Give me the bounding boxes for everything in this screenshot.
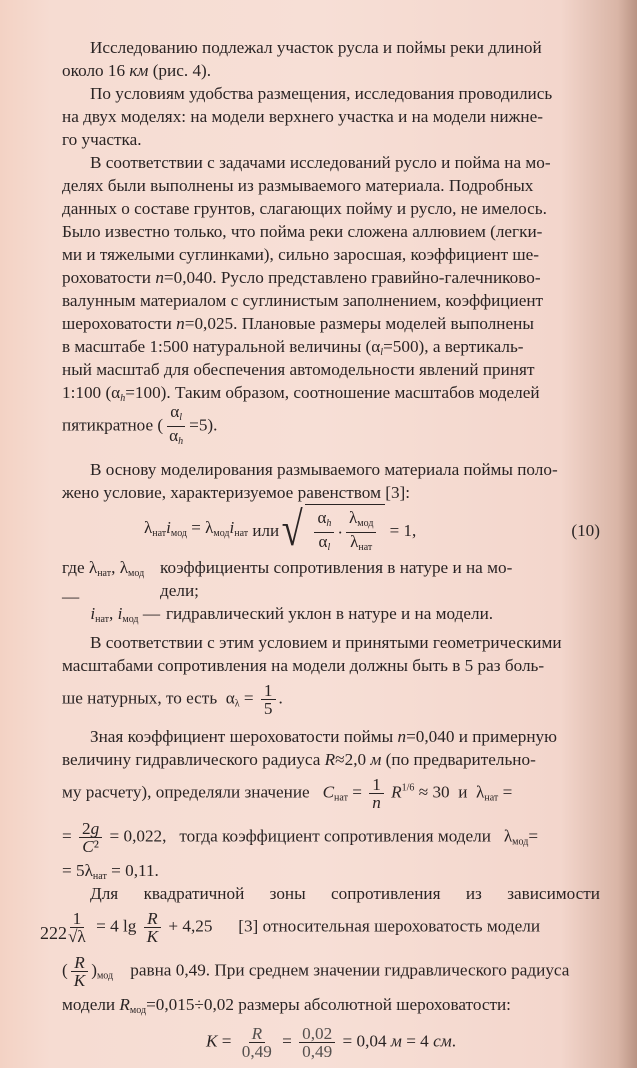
p1-line-2: около 16 км (рис. 4). bbox=[62, 61, 212, 80]
equation-10: $\lambda_{нат}i_{мод} = \lambda_{мод}i_{нат}$ или √ $\frac{\alpha_h}{\alpha_l}$ · $\frac{\lambda_{мод}}{\lambda_{нат}}$ = 1, (10) bbox=[144, 503, 600, 556]
scale-ratio-fraction: $\frac{\alpha_l}{\alpha_h}$ bbox=[169, 401, 184, 447]
p2-line-2: на двух моделях: на модели верхнего участка и на модели нижне- bbox=[62, 107, 543, 126]
p3-line-11: 1:100 $(\alpha_h=100)$. Таким образом, соотношение масштабов моделей bbox=[62, 383, 540, 404]
p5-line-3: ше натурных, то есть $\alpha_\lambda$ = $\frac{1}{5}$ . bbox=[62, 680, 283, 718]
p3-line-1: В соответствии с задачами исследований русло и пойма на мо- bbox=[90, 153, 551, 172]
p4-line-1: В основу моделирования размываемого материала поймы поло- bbox=[90, 460, 558, 479]
p3-line-10: ный масштаб для обеспечения автомодельности явлений принят bbox=[62, 360, 535, 379]
p7-line-4: модели $R_{мод}=0,015\div 0,02$ размеры абсолютной шероховатости: bbox=[62, 995, 511, 1016]
p3-line-9: в масштабе 1:500 натуральной величины $(\alpha_l=500)$, а вертикаль- bbox=[62, 337, 524, 358]
definition-slope: $i_{нат}$, $i_{мод}$ — гидравлический уклон в натуре и на модели. bbox=[90, 604, 494, 625]
p3-line-2: делях были выполнены из размываемого материала. Подробных bbox=[62, 176, 534, 195]
p7-line-3: ( $\frac{R}{K}$ )$_{мод}$ равна 0,49. При среднем значении гидравлического радиуса bbox=[62, 952, 570, 990]
p6-line-5: = $5\lambda_{нат} = 0,11$. bbox=[62, 861, 159, 882]
p3-line-12: пятикратное ( $\frac{\alpha_l}{\alpha_h}$ =5). bbox=[62, 404, 600, 448]
equation-k: K = $\frac{R}{0,49}$ = $\frac{0,02}{0,49}$ = 0,04 м = 4 см. bbox=[206, 1023, 456, 1061]
p3-line-6: роховатости n=0,040. Русло представлено гравийно-галечниково- bbox=[62, 268, 541, 287]
p6-line-2: величину гидравлического радиуса R≈2,0 м (по предварительно- bbox=[62, 750, 536, 769]
p1-line-1: Исследованию подлежал участок русла и поймы реки длиной bbox=[90, 38, 542, 57]
p5-line-1: В соответствии с этим условием и принятыми геометрическими bbox=[90, 633, 562, 652]
p7-line-1: Для квадратичной зоны сопротивления из зависимости bbox=[90, 884, 600, 903]
p3-line-5: ми и тяжелыми суглинками), сильно заросшая, коэффициент ше- bbox=[62, 245, 539, 264]
p2-line-3: го участка. bbox=[62, 130, 142, 149]
p6-line-4: = $\frac{2g}{\text{C²}}$ = 0,022, тогда коэффициент сопротивления модели $\lambda_{мод}=$ bbox=[62, 818, 539, 856]
p4-line-2: жено условие, характеризуемое равенством [3]: bbox=[62, 483, 411, 502]
p3-line-7: валунным материалом с суглинистым заполнением, коэффициент bbox=[62, 291, 544, 310]
page-body bbox=[62, 36, 600, 1068]
p6-line-3: му расчету), определяли значение $C_{нат}$ = $\frac{1}{n}$ $R^{1/6} \approx 30$ и $\lambda_{нат}$ = bbox=[62, 774, 513, 812]
p7-line-2: $\frac{1}{√\lambda}$ = 4 lg $\frac{R}{K}$ + 4,25 [3] относительная шероховатость модели bbox=[68, 908, 541, 946]
equation-number: (10) bbox=[571, 520, 600, 540]
definition-lambda-cont: дели; bbox=[160, 581, 199, 600]
p5-line-2: масштабами сопротивления на модели должны быть в 5 раз боль- bbox=[62, 656, 545, 675]
p3-line-4: Было известно только, что пойма реки сложена аллювием (легки- bbox=[62, 222, 543, 241]
p3-line-8: шероховатости n=0,025. Плановые размеры моделей выполнены bbox=[62, 314, 534, 333]
p2-line-1: По условиям удобства размещения, исследования проводились bbox=[90, 84, 553, 103]
square-root: √ $\frac{\alpha_h}{\alpha_l}$ · $\frac{\lambda_{мод}}{\lambda_{нат}}$ bbox=[279, 504, 385, 556]
p6-line-1: Зная коэффициент шероховатости поймы n=0,040 и примерную bbox=[90, 727, 557, 746]
page-number: 222 bbox=[40, 923, 67, 943]
definition-lambda: где $\lambda_{нат}$, $\lambda_{мод}—$ коэффициенты сопротивления в натуре и на мо- bbox=[62, 558, 513, 606]
p3-line-3: данных о составе грунтов, слагающих пойму и русло, не имелось. bbox=[62, 199, 547, 218]
